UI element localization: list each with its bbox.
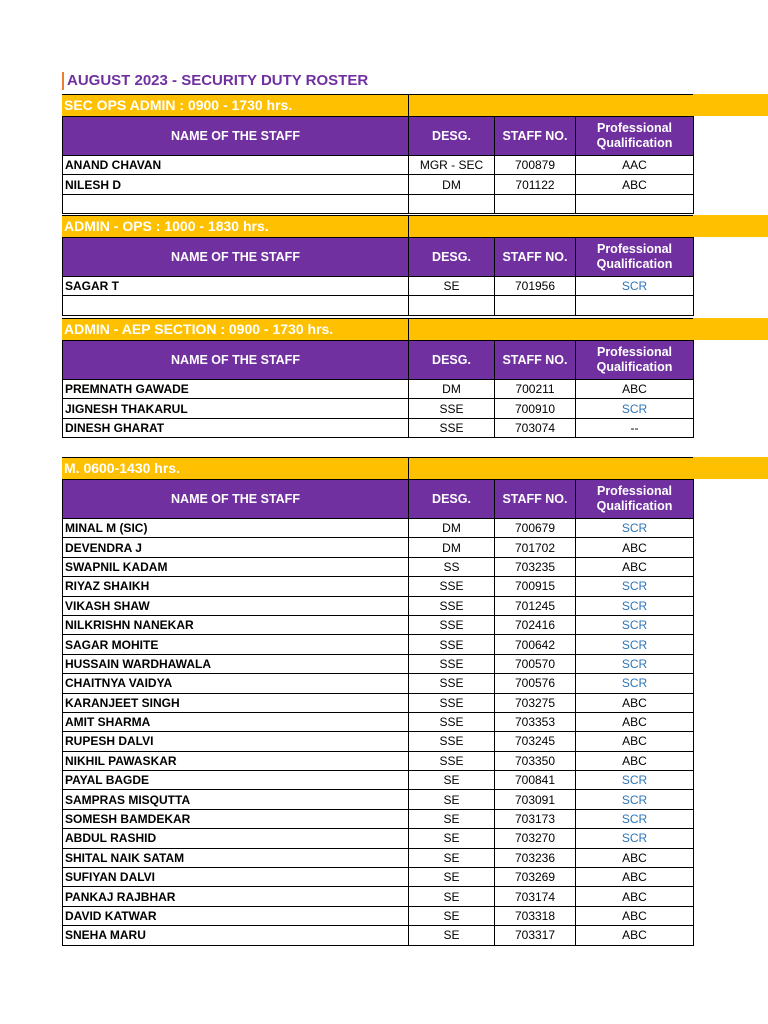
staff-qualification: SCR <box>576 674 694 693</box>
staff-name: SWAPNIL KADAM <box>63 557 409 576</box>
staff-qualification: ABC <box>576 751 694 770</box>
staff-name: PREMNATH GAWADE <box>63 380 409 399</box>
staff-designation: SS <box>409 557 495 576</box>
column-header-qualification <box>576 117 694 156</box>
table-row <box>63 829 694 848</box>
qualification-header-line2: Qualification <box>596 257 673 271</box>
staff-designation: SSE <box>409 693 495 712</box>
column-header-staff-no: STAFF NO. <box>495 117 576 156</box>
staff-designation: SSE <box>409 712 495 731</box>
qualification-header-line1: Professional <box>596 121 673 135</box>
table-header-row <box>63 341 694 380</box>
staff-designation: SE <box>409 926 495 945</box>
staff-number <box>495 296 576 315</box>
staff-table <box>62 340 694 438</box>
staff-name: CHAITNYA VAIDYA <box>63 674 409 693</box>
staff-number: 701245 <box>495 596 576 615</box>
staff-designation: SSE <box>409 418 495 437</box>
staff-qualification: ABC <box>576 732 694 751</box>
staff-number: 700910 <box>495 399 576 418</box>
staff-qualification: AAC <box>576 156 694 175</box>
staff-designation <box>409 296 495 315</box>
table-row <box>63 635 694 654</box>
staff-name: PANKAJ RAJBHAR <box>63 887 409 906</box>
table-row <box>63 175 694 194</box>
section-title: SEC OPS ADMIN : 0900 - 1730 hrs. <box>64 97 293 113</box>
staff-name: MINAL M (SIC) <box>63 519 409 538</box>
section-admin-ops <box>62 215 694 316</box>
staff-designation: SE <box>409 887 495 906</box>
staff-name: HUSSAIN WARDHAWALA <box>63 654 409 673</box>
staff-qualification: ABC <box>576 693 694 712</box>
staff-designation: MGR - SEC <box>409 156 495 175</box>
staff-designation: DM <box>409 380 495 399</box>
staff-designation: DM <box>409 538 495 557</box>
staff-number: 702416 <box>495 615 576 634</box>
staff-number: 703074 <box>495 418 576 437</box>
staff-qualification: ABC <box>576 175 694 194</box>
staff-name: NILKRISHN NANEKAR <box>63 615 409 634</box>
staff-designation: SSE <box>409 577 495 596</box>
staff-name: SAGAR T <box>63 277 409 296</box>
table-header-row <box>63 480 694 519</box>
section-admin-aep <box>62 318 694 438</box>
staff-qualification: SCR <box>576 790 694 809</box>
staff-designation: SSE <box>409 399 495 418</box>
staff-number: 703236 <box>495 848 576 867</box>
staff-qualification: SCR <box>576 829 694 848</box>
table-row <box>63 751 694 770</box>
column-header-desg: DESG. <box>409 238 495 277</box>
staff-number: 700915 <box>495 577 576 596</box>
staff-qualification <box>576 296 694 315</box>
staff-name: RUPESH DALVI <box>63 732 409 751</box>
staff-qualification: ABC <box>576 887 694 906</box>
staff-qualification: ABC <box>576 848 694 867</box>
staff-designation: DM <box>409 519 495 538</box>
staff-designation: SSE <box>409 596 495 615</box>
staff-number: 700642 <box>495 635 576 654</box>
staff-name: DEVENDRA J <box>63 538 409 557</box>
staff-designation: SSE <box>409 732 495 751</box>
staff-table <box>62 479 694 946</box>
staff-qualification: ABC <box>576 926 694 945</box>
table-row <box>63 712 694 731</box>
staff-name <box>63 194 409 213</box>
staff-designation: SE <box>409 829 495 848</box>
staff-name: DAVID KATWAR <box>63 906 409 925</box>
staff-number: 703317 <box>495 926 576 945</box>
staff-qualification: ABC <box>576 868 694 887</box>
divider <box>408 457 409 479</box>
staff-designation: SE <box>409 868 495 887</box>
column-header-qualification <box>576 238 694 277</box>
staff-name: SNEHA MARU <box>63 926 409 945</box>
staff-number: 703269 <box>495 868 576 887</box>
table-row <box>63 868 694 887</box>
staff-name: PAYAL BAGDE <box>63 771 409 790</box>
column-header-desg: DESG. <box>409 117 495 156</box>
staff-qualification: ABC <box>576 906 694 925</box>
table-row <box>63 809 694 828</box>
staff-number: 700570 <box>495 654 576 673</box>
staff-name: DINESH GHARAT <box>63 418 409 437</box>
staff-number: 703353 <box>495 712 576 731</box>
staff-number: 701956 <box>495 277 576 296</box>
table-row <box>63 156 694 175</box>
qualification-header-line1: Professional <box>596 345 673 359</box>
staff-number: 703350 <box>495 751 576 770</box>
column-header-staff-no: STAFF NO. <box>495 480 576 519</box>
staff-number: 700679 <box>495 519 576 538</box>
staff-qualification: ABC <box>576 538 694 557</box>
section-title: M. 0600-1430 hrs. <box>64 460 180 476</box>
staff-number: 701702 <box>495 538 576 557</box>
table-row <box>63 557 694 576</box>
table-header-row <box>63 117 694 156</box>
staff-designation: SE <box>409 771 495 790</box>
staff-designation: DM <box>409 175 495 194</box>
section-header <box>62 457 694 479</box>
staff-designation: SE <box>409 906 495 925</box>
staff-name: ANAND CHAVAN <box>63 156 409 175</box>
staff-qualification: ABC <box>576 557 694 576</box>
staff-qualification: -- <box>576 418 694 437</box>
staff-name: RIYAZ SHAIKH <box>63 577 409 596</box>
table-row <box>63 848 694 867</box>
staff-name: SOMESH BAMDEKAR <box>63 809 409 828</box>
staff-number: 701122 <box>495 175 576 194</box>
section-header <box>62 318 694 340</box>
staff-designation: SSE <box>409 654 495 673</box>
qualification-header-line1: Professional <box>596 242 673 256</box>
page-title: AUGUST 2023 - SECURITY DUTY ROSTER <box>62 72 368 90</box>
divider <box>408 215 409 237</box>
divider <box>408 94 409 116</box>
staff-number: 700879 <box>495 156 576 175</box>
table-row <box>63 693 694 712</box>
table-row <box>63 380 694 399</box>
staff-number: 703318 <box>495 906 576 925</box>
staff-name: ABDUL RASHID <box>63 829 409 848</box>
staff-number: 700576 <box>495 674 576 693</box>
table-row <box>63 596 694 615</box>
staff-name <box>63 296 409 315</box>
staff-number: 700841 <box>495 771 576 790</box>
staff-name: NIKHIL PAWASKAR <box>63 751 409 770</box>
column-header-desg: DESG. <box>409 480 495 519</box>
qualification-header-line2: Qualification <box>596 360 673 374</box>
staff-number: 703270 <box>495 829 576 848</box>
staff-name: KARANJEET SINGH <box>63 693 409 712</box>
column-header-staff-no: STAFF NO. <box>495 238 576 277</box>
staff-qualification: SCR <box>576 596 694 615</box>
staff-qualification: SCR <box>576 809 694 828</box>
staff-name: SHITAL NAIK SATAM <box>63 848 409 867</box>
staff-number: 703245 <box>495 732 576 751</box>
table-row <box>63 277 694 296</box>
table-row <box>63 654 694 673</box>
staff-designation: SE <box>409 848 495 867</box>
staff-number: 703174 <box>495 887 576 906</box>
staff-number: 703275 <box>495 693 576 712</box>
staff-name: JIGNESH THAKARUL <box>63 399 409 418</box>
table-row <box>63 790 694 809</box>
table-row <box>63 732 694 751</box>
qualification-header-line2: Qualification <box>596 136 673 150</box>
table-row <box>63 926 694 945</box>
staff-qualification: SCR <box>576 771 694 790</box>
staff-designation: SSE <box>409 635 495 654</box>
staff-qualification: SCR <box>576 635 694 654</box>
column-header-desg: DESG. <box>409 341 495 380</box>
staff-table <box>62 237 694 316</box>
table-row <box>63 674 694 693</box>
section-header <box>62 94 694 116</box>
qualification-header-line1: Professional <box>596 484 673 498</box>
divider <box>408 318 409 340</box>
staff-designation: SSE <box>409 674 495 693</box>
section-title: ADMIN - OPS : 1000 - 1830 hrs. <box>64 218 269 234</box>
staff-name: AMIT SHARMA <box>63 712 409 731</box>
staff-designation: SE <box>409 790 495 809</box>
table-row <box>63 887 694 906</box>
column-header-name: NAME OF THE STAFF <box>63 238 409 277</box>
table-row <box>63 519 694 538</box>
staff-qualification: SCR <box>576 277 694 296</box>
table-row <box>63 194 694 213</box>
table-header-row <box>63 238 694 277</box>
table-row <box>63 418 694 437</box>
qualification-header-line2: Qualification <box>596 499 673 513</box>
staff-name: SAGAR MOHITE <box>63 635 409 654</box>
table-row <box>63 615 694 634</box>
table-row <box>63 577 694 596</box>
staff-number <box>495 194 576 213</box>
table-row <box>63 399 694 418</box>
staff-name: VIKASH SHAW <box>63 596 409 615</box>
section-morning-shift <box>62 457 694 946</box>
column-header-name: NAME OF THE STAFF <box>63 480 409 519</box>
staff-qualification: SCR <box>576 399 694 418</box>
table-row <box>63 296 694 315</box>
staff-number: 703235 <box>495 557 576 576</box>
staff-name: SAMPRAS MISQUTTA <box>63 790 409 809</box>
staff-designation: SE <box>409 277 495 296</box>
staff-qualification <box>576 194 694 213</box>
staff-number: 703091 <box>495 790 576 809</box>
column-header-name: NAME OF THE STAFF <box>63 117 409 156</box>
staff-table <box>62 116 694 214</box>
section-sec-ops-admin <box>62 94 694 214</box>
staff-designation <box>409 194 495 213</box>
staff-designation: SSE <box>409 751 495 770</box>
staff-designation: SE <box>409 809 495 828</box>
staff-name: NILESH D <box>63 175 409 194</box>
staff-designation: SSE <box>409 615 495 634</box>
column-header-qualification <box>576 480 694 519</box>
staff-number: 703173 <box>495 809 576 828</box>
section-header <box>62 215 694 237</box>
staff-qualification: ABC <box>576 380 694 399</box>
table-row <box>63 906 694 925</box>
staff-qualification: ABC <box>576 712 694 731</box>
column-header-staff-no: STAFF NO. <box>495 341 576 380</box>
staff-qualification: SCR <box>576 615 694 634</box>
column-header-name: NAME OF THE STAFF <box>63 341 409 380</box>
staff-qualification: SCR <box>576 577 694 596</box>
staff-qualification: SCR <box>576 654 694 673</box>
table-row <box>63 538 694 557</box>
section-title: ADMIN - AEP SECTION : 0900 - 1730 hrs. <box>64 321 334 337</box>
staff-name: SUFIYAN DALVI <box>63 868 409 887</box>
staff-qualification: SCR <box>576 519 694 538</box>
table-row <box>63 771 694 790</box>
staff-number: 700211 <box>495 380 576 399</box>
column-header-qualification <box>576 341 694 380</box>
